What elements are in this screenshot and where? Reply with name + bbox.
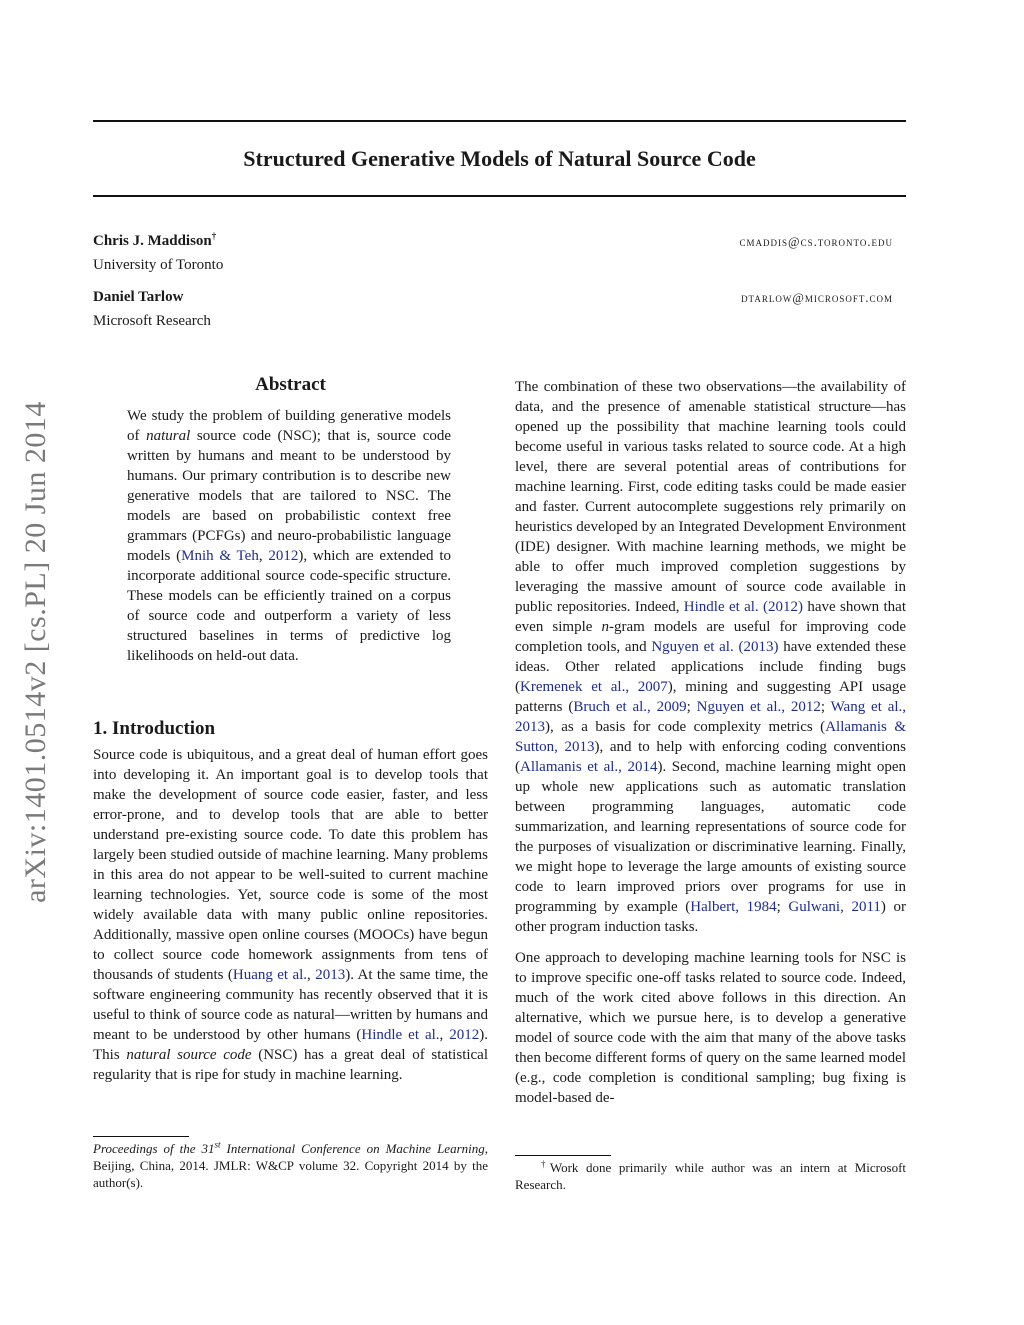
citation-link[interactable]: Kremenek et al., 2007 [520,679,668,695]
left-column [93,745,488,1085]
body-paragraph: The combination of these two observations—the availability of data, and the presence of amenable statistical structure—has opened up the possibility that machine learning tools could become useful in various tasks related to source code. At a high level, there are several potential areas of contributions for machine learning. First, code editing tasks could be made easier and faster. Current autocomplete suggestions rely primarily on heuristics developed by an Integrated Development Environment (IDE) designer. With machine learning methods, we might be able to offer much improved completion suggestions by leveraging the massive amount of source code available in public repositories. Indeed, Hindle et al. (2012) have shown that even simple n-gram models are useful for improving code completion tools, and Nguyen et al. (2013) have extended these ideas. Other related applications include finding bugs (Kremenek et al., 2007), mining and suggesting API usage patterns (Bruch et al., 2009; Nguyen et al., 2012; Wang et al., 2013), as a basis for code complexity metrics (Allamanis & Sutton, 2013), and to help with enforcing coding conventions (Allamanis et al., 2014). Second, machine learning might open up whole new applications such as automatic translation between programming languages, automatic code summarization, and learning representations of source code for the purposes of visualization or discriminative learning. Finally, we might hope to leverage the large amounts of existing source code to learn improved priors over programs for use in programming by example (Halbert, 1984; Gulwani, 2011) or other program induction tasks. [515,379,907,935]
top-rule [93,120,906,122]
author-name: Daniel Tarlow [93,289,184,305]
citation-link[interactable]: 2013 [315,967,346,983]
footnote-rule [515,1155,611,1156]
citation-link[interactable]: (2013) [738,639,779,655]
citation-link[interactable]: Allamanis & Sutton, 2013 [515,719,906,755]
author-email[interactable]: cmaddis@cs.toronto.edu [739,235,893,249]
citation-link[interactable]: Nguyen et al. [651,639,734,655]
citation-link[interactable]: Wang et al., 2013 [515,699,907,735]
citation-link[interactable]: 2012 [268,548,299,564]
citation-link[interactable]: Bruch et al., 2009 [573,699,687,715]
author-affiliation: Microsoft Research [93,313,211,329]
paper-title: Structured Generative Models of Natural Source Code [243,146,756,171]
footnote-rule [93,1136,189,1137]
citation-link[interactable]: Hindle et al. [361,1027,440,1043]
arxiv-stamp: arXiv:1401.0514v2 [cs.PL] 20 Jun 2014 [19,401,52,903]
proceedings-footnote: Proceedings of the 31st International Conference on Machine Learning, Beijing, China, 2014. JMLR: W&CP volume 32. Copyright 2014 by the author(s). [93,1139,488,1190]
citation-link[interactable]: Huang et al. [232,967,308,983]
author-affiliation: University of Toronto [93,257,224,273]
citation-link[interactable]: Halbert, 1984 [690,899,777,915]
citation-link[interactable]: Nguyen et al., 2012 [696,699,821,715]
author-name: Chris J. Maddison† [93,231,217,249]
author-email[interactable]: dtarlow@microsoft.com [741,291,893,305]
citation-link[interactable]: Allamanis et al., 2014 [520,759,658,775]
section-heading-introduction: 1. Introduction [93,718,216,739]
abstract-heading: Abstract [255,374,326,395]
author-footnote: †Work done primarily while author was an intern at Microsoft Research. [515,1158,907,1192]
intro-paragraph: Source code is ubiquitous, and a great deal of human effort goes into developing it. An important goal is to develop tools that make the development of source code easier, faster, and less error-prone, and to develop tools that are able to better understand pre-existing source code. To date this problem has largely been studied outside of machine learning. Many problems in this area do not appear to be well-suited to current machine learning technologies. Yet, source code is some of the most widely available data with many public online repositories. Additionally, massive open online courses (MOOCs) have begun to collect source code homework assignments from tens of thousands of students (Huang et al., 2013). At the same time, the software engineering community has recently observed that it is useful to think of source code as natural—written by humans and meant to be understood by other humans (Hindle et al., 2012). This natural source code (NSC) has a great deal of statistical regularity that is ripe for study in machine learning. [93,747,489,1083]
body-paragraph: One approach to developing machine learning tools for NSC is to improve specific one-off tasks related to source code. Indeed, much of the work cited above follows in this direction. An alternative, which we pursue here, is to develop a generative model of source code with the aim that many of the above tasks then become different forms of query on the same learned model (e.g., code completion is conditional sampling; bug fixing is model-based de- [515,950,906,1106]
citation-link[interactable]: Hindle et al. [683,599,759,615]
citation-link[interactable]: 2012 [449,1027,480,1043]
abstract-body: We study the problem of building generative models of natural source code (NSC); that is, source code written by humans and meant to be understood by humans. Our primary contribution is to describe new generative models that are tailored to NSC. The models are based on probabilistic context free grammars (PCFGs) and neuro-probabilistic language models (Mnih & Teh, 2012), which are extended to incorporate additional source code-specific structure. These models can be efficiently trained on a corpus of source code and outperform a variety of less structured baselines in terms of predictive log likelihoods on held-out data. [127,408,452,664]
title-rule [93,195,906,197]
right-column [515,377,906,1108]
citation-link[interactable]: Mnih & Teh [181,548,259,564]
citation-link[interactable]: Gulwani, 2011 [788,899,881,915]
dagger-mark: † [211,231,217,241]
citation-link[interactable]: (2012) [763,599,804,615]
